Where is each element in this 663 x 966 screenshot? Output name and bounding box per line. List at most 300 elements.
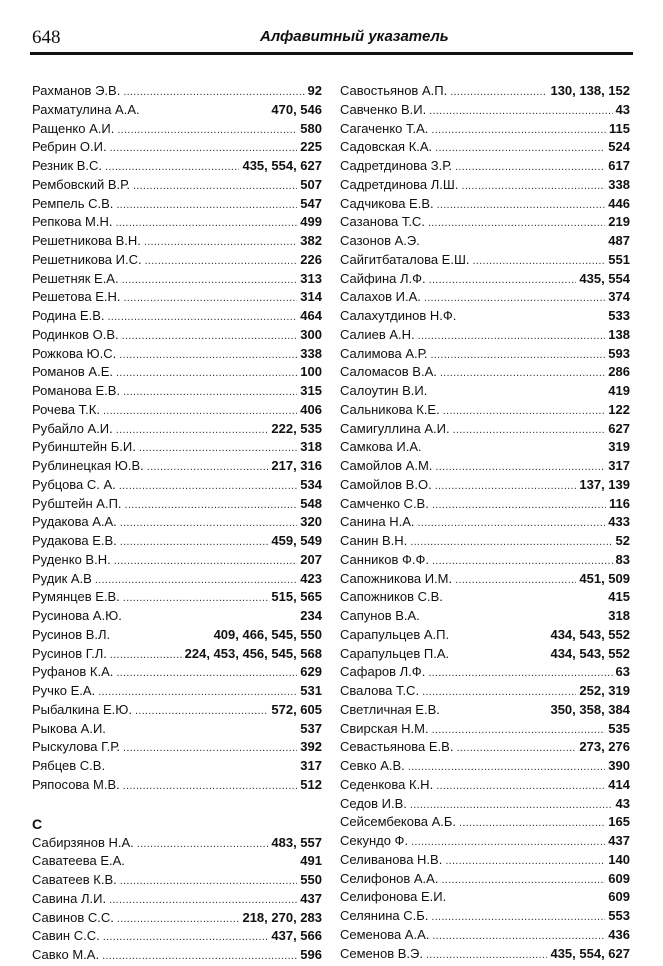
entry-name: Санин В.Н. [340, 533, 408, 548]
index-entry [32, 214, 322, 233]
index-entry [32, 346, 322, 365]
index-entry [32, 947, 322, 966]
entry-pages: 218, 270, 283 [242, 909, 322, 925]
entry-name: Самойлов В.О. [340, 476, 432, 492]
dot-leader [123, 589, 269, 604]
index-entry [340, 383, 630, 402]
index-entry [32, 739, 322, 758]
entry-pages: 300 [300, 326, 322, 342]
dot-leader [459, 814, 605, 829]
entry-pages: 252, 319 [579, 683, 630, 698]
entry-pages: 43 [615, 101, 630, 117]
index-entry [32, 158, 322, 177]
entry-name: Решетова Е.Н. [32, 289, 121, 305]
index-entry [32, 102, 322, 121]
section-letter: С [32, 815, 43, 832]
entry-name: Рожкова Ю.С. [32, 345, 117, 361]
entry-name: Садретдинова З.Р. [340, 158, 453, 173]
dot-leader [432, 496, 606, 511]
index-entry [340, 627, 630, 646]
index-entry [32, 608, 322, 627]
index-entry [340, 458, 630, 477]
entry-name: Седенкова К.Н. [340, 776, 434, 792]
entry-name: Саватеев К.В. [32, 872, 117, 887]
dot-leader [435, 139, 605, 154]
entry-pages: 320 [300, 514, 322, 530]
index-entry [32, 891, 322, 910]
dot-leader [110, 139, 298, 154]
index-entry [32, 721, 322, 740]
index-entry [340, 721, 630, 740]
dot-leader [123, 777, 298, 792]
index-entry [340, 271, 630, 290]
entry-pages: 138 [608, 326, 630, 342]
entry-name: Рублинецкая Ю.В. [32, 458, 144, 473]
index-entry [32, 872, 322, 891]
entry-name: Ряпосова М.В. [32, 776, 120, 792]
dot-leader [119, 477, 298, 492]
entry-name: Секундо Ф. [340, 833, 409, 848]
index-entry [340, 946, 630, 965]
entry-pages: 390 [608, 758, 630, 773]
index-entry [340, 646, 630, 665]
index-entry [340, 327, 630, 346]
entry-name: Седов И.В. [340, 795, 407, 811]
entry-pages: 319 [608, 439, 630, 455]
index-entry [32, 853, 322, 872]
dot-leader [95, 571, 297, 586]
entry-name: Сарапульцев А.П. [340, 626, 450, 642]
index-entry [340, 908, 630, 927]
index-entry [32, 139, 322, 158]
entry-name: Сайгитбаталова Е.Ш. [340, 251, 470, 267]
entry-pages: 434, 543, 552 [550, 626, 630, 642]
entry-pages: 459, 549 [271, 533, 322, 548]
index-entry [340, 346, 630, 365]
dot-leader [133, 177, 297, 192]
index-entry [340, 196, 630, 215]
index-entry [32, 327, 322, 346]
entry-name: Селифонов А.А. [340, 870, 439, 886]
entry-pages: 531 [300, 683, 322, 698]
entry-pages: 207 [300, 551, 322, 567]
entry-name: Решетникова И.С. [32, 251, 142, 267]
index-entry [32, 477, 322, 496]
dot-leader [98, 683, 297, 698]
entry-name: Сабирзянов Н.А. [32, 834, 134, 850]
dot-leader [109, 891, 297, 906]
dot-leader [450, 83, 547, 98]
entry-pages: 100 [300, 364, 322, 380]
entry-pages: 314 [300, 289, 322, 305]
entry-pages: 382 [300, 233, 322, 248]
dot-leader [473, 252, 606, 267]
dot-leader [432, 721, 606, 736]
entry-pages: 433 [608, 514, 630, 530]
dot-leader [123, 739, 297, 754]
entry-pages: 435, 554, 627 [550, 945, 630, 961]
entry-pages: 315 [300, 383, 322, 398]
entry-name: Санина Н.А. [340, 514, 415, 530]
entry-pages: 317 [608, 458, 630, 473]
entry-pages: 580 [300, 120, 322, 136]
entry-name: Семенов В.Э. [340, 945, 423, 961]
index-entry [340, 83, 630, 102]
entry-pages: 533 [608, 308, 630, 323]
index-entry [340, 777, 630, 796]
index-entry [32, 777, 322, 796]
header-rule [30, 52, 633, 55]
entry-pages: 596 [300, 947, 322, 962]
index-entry [340, 139, 630, 158]
index-entry [340, 758, 630, 777]
entry-pages: 537 [300, 720, 322, 736]
index-entry [340, 927, 630, 946]
dot-leader [145, 252, 298, 267]
index-entry [32, 646, 322, 665]
dot-leader [117, 910, 240, 925]
index-entry [340, 158, 630, 177]
entry-pages: 434, 543, 552 [550, 645, 630, 661]
dot-leader [426, 946, 548, 961]
entry-pages: 470, 546 [271, 101, 322, 117]
entry-name: Рудакова А.А. [32, 514, 117, 530]
index-entry [340, 496, 630, 515]
dot-leader [424, 289, 605, 304]
entry-name: Селянина С.Б. [340, 908, 429, 923]
entry-pages: 130, 138, 152 [550, 83, 630, 98]
dot-leader [103, 928, 269, 943]
entry-name: Савина Л.И. [32, 890, 107, 906]
dot-leader [429, 271, 577, 286]
index-entries-r [32, 83, 322, 796]
entry-name: Садовская К.А. [340, 139, 433, 155]
index-entry [340, 364, 630, 383]
entry-name: Селиванова Н.В. [340, 851, 443, 867]
index-entry [32, 835, 322, 854]
entry-pages: 437 [608, 833, 630, 848]
dot-leader [125, 496, 298, 511]
entry-name: Ращенко А.И. [32, 120, 115, 136]
index-entry [32, 496, 322, 515]
dot-leader [445, 852, 605, 867]
entry-name: Румянцев Е.В. [32, 589, 120, 605]
index-entry [340, 833, 630, 852]
entry-name: Решетняк Е.А. [32, 270, 119, 286]
entry-name: Ручко Е.А. [32, 683, 96, 698]
entry-pages: 437 [300, 890, 322, 906]
dot-leader [105, 158, 239, 173]
dot-leader [408, 758, 606, 773]
dot-leader [435, 458, 605, 473]
dot-leader [135, 702, 268, 717]
index-entry [340, 514, 630, 533]
index-entry [32, 458, 322, 477]
index-entry [32, 383, 322, 402]
index-entry [32, 533, 322, 552]
dot-leader [107, 308, 297, 323]
entry-pages: 392 [300, 739, 322, 755]
entry-pages: 234 [300, 608, 322, 623]
entry-pages: 115 [609, 120, 630, 136]
entry-name: Русинов В.Л. [32, 626, 111, 642]
entry-pages: 593 [608, 345, 630, 361]
entry-name: Салимова А.Р. [340, 345, 428, 361]
index-entry [340, 121, 630, 140]
dot-leader [440, 364, 605, 379]
entry-pages: 63 [615, 664, 630, 680]
entry-pages: 406 [300, 401, 322, 417]
entry-name: Сапожникова И.М. [340, 570, 453, 586]
entry-pages: 535 [608, 720, 630, 736]
entry-name: Сапунов В.А. [340, 608, 420, 623]
index-entry [32, 421, 322, 440]
dot-leader [137, 835, 269, 850]
entry-pages: 551 [608, 251, 630, 267]
entry-pages: 446 [608, 195, 630, 211]
entry-name: Ребрин О.И. [32, 139, 107, 155]
entry-pages: 122 [608, 401, 630, 417]
dot-leader [431, 121, 606, 136]
index-entry [340, 889, 630, 908]
index-entry [340, 214, 630, 233]
entry-pages: 491 [300, 853, 322, 869]
index-entry [32, 552, 322, 571]
entry-name: Савченко В.И. [340, 101, 427, 117]
entry-pages: 436 [608, 926, 630, 942]
entry-pages: 609 [608, 870, 630, 886]
entry-pages: 313 [300, 270, 322, 286]
entry-name: Сазанова Т.С. [340, 214, 425, 230]
entry-name: Рыкова А.И. [32, 720, 106, 736]
index-entry [340, 233, 630, 252]
entry-name: Савин С.С. [32, 928, 100, 944]
index-entry [340, 589, 630, 608]
entry-pages: 483, 557 [271, 834, 322, 850]
entry-pages: 487 [608, 233, 630, 248]
entry-name: Рудик А.В [32, 570, 92, 586]
index-entry [32, 402, 322, 421]
index-entry [32, 271, 322, 290]
dot-leader [115, 214, 297, 229]
entry-pages: 318 [300, 439, 322, 455]
entry-name: Родинков О.В. [32, 326, 119, 342]
entry-pages: 338 [300, 345, 322, 361]
index-entry [32, 589, 322, 608]
dot-leader [455, 571, 576, 586]
entry-name: Светличная Е.В. [340, 701, 440, 717]
index-entry [340, 402, 630, 421]
index-entry [340, 533, 630, 552]
entry-name: Рубштейн А.П. [32, 495, 122, 511]
entry-name: Сарапульцев П.А. [340, 645, 450, 661]
entry-name: Рочева Т.К. [32, 401, 100, 417]
entry-name: Рыбалкина Е.Ю. [32, 701, 132, 717]
entry-pages: 437, 566 [271, 928, 322, 944]
entry-name: Рябцев С.В. [32, 758, 106, 773]
index-entry [340, 477, 630, 496]
dot-leader [120, 872, 298, 887]
entry-name: Сальникова К.Е. [340, 401, 440, 417]
dot-leader [139, 439, 297, 454]
entry-name: Романова Е.В. [32, 383, 121, 398]
dot-leader [431, 346, 606, 361]
entry-pages: 515, 565 [271, 589, 322, 605]
index-entry [32, 196, 322, 215]
entry-pages: 137, 139 [579, 476, 630, 492]
entry-pages: 435, 554 [579, 270, 630, 286]
entry-name: Савко М.А. [32, 947, 100, 962]
dot-leader [120, 514, 298, 529]
index-entry [32, 702, 322, 721]
page-header [30, 24, 633, 52]
dot-leader [114, 552, 298, 567]
index-entry [340, 664, 630, 683]
entry-name: Савостьянов А.П. [340, 83, 448, 98]
index-column-right [340, 83, 630, 964]
running-header-title: Алфавитный указатель [260, 28, 449, 45]
index-entry [340, 421, 630, 440]
index-entries-s-continued [340, 83, 630, 964]
entry-name: Сапожников С.В. [340, 589, 443, 605]
dot-leader [418, 327, 606, 342]
entry-name: Руденко В.Н. [32, 551, 111, 567]
index-entry [32, 928, 322, 947]
index-entry [32, 289, 322, 308]
entry-pages: 165 [608, 814, 630, 830]
entry-pages: 374 [608, 289, 630, 305]
dot-leader [116, 421, 269, 436]
entry-name: Салахутдинов Н.Ф. [340, 308, 457, 323]
entry-pages: 499 [300, 214, 322, 230]
dot-leader [144, 233, 297, 248]
entry-pages: 512 [300, 776, 322, 792]
entry-pages: 286 [608, 364, 630, 380]
entry-name: Рубцова С. А. [32, 476, 116, 492]
entry-name: Русинова А.Ю. [32, 608, 122, 623]
entry-name: Салиев А.Н. [340, 326, 415, 342]
entry-name: Садчикова Е.В. [340, 195, 434, 211]
dot-leader [410, 796, 613, 811]
entry-name: Родина Е.В. [32, 308, 105, 323]
entry-pages: 116 [609, 495, 630, 511]
dot-leader [116, 664, 297, 679]
index-entry [32, 627, 322, 646]
entry-name: Рахманов Э.В. [32, 83, 121, 98]
index-entry [32, 252, 322, 271]
index-entry [340, 571, 630, 590]
entry-pages: 338 [608, 176, 630, 192]
index-entry [340, 814, 630, 833]
entry-pages: 317 [300, 758, 322, 773]
index-entry [32, 177, 322, 196]
entry-pages: 464 [300, 308, 322, 323]
dot-leader [103, 402, 297, 417]
entry-name: Резник В.С. [32, 158, 103, 173]
entry-pages: 414 [608, 776, 630, 792]
index-entry [32, 308, 322, 327]
index-entry [340, 739, 630, 758]
entry-pages: 534 [300, 476, 322, 492]
dot-leader [411, 833, 605, 848]
entry-name: Саломасов В.А. [340, 364, 437, 380]
entry-pages: 226 [300, 251, 322, 267]
index-entry [340, 608, 630, 627]
dot-leader [436, 777, 605, 792]
index-entry [32, 571, 322, 590]
dot-leader [422, 683, 576, 698]
index-entries-s [32, 835, 322, 966]
index-entry [32, 758, 322, 777]
index-column-left [32, 83, 322, 966]
entry-pages: 318 [608, 608, 630, 623]
dot-leader [122, 327, 298, 342]
entry-pages: 629 [300, 664, 322, 680]
dot-leader [120, 533, 269, 548]
entry-pages: 222, 535 [271, 420, 322, 436]
entry-pages: 273, 276 [579, 739, 630, 755]
index-entry [32, 364, 322, 383]
dot-leader [437, 196, 606, 211]
index-entry [340, 702, 630, 721]
dot-leader [432, 552, 613, 567]
dot-leader [428, 214, 605, 229]
dot-leader [441, 871, 605, 886]
entry-pages: 52 [615, 533, 630, 548]
entry-pages: 553 [608, 908, 630, 923]
entry-name: Свирская Н.М. [340, 720, 429, 736]
dot-leader [119, 346, 297, 361]
entry-name: Русинов Г.Л. [32, 645, 107, 661]
entry-name: Селифонова Е.И. [340, 889, 447, 905]
index-entry [340, 439, 630, 458]
index-entry [32, 121, 322, 140]
entry-name: Сайфина Л.Ф. [340, 270, 426, 286]
entry-name: Ремпель С.В. [32, 195, 114, 211]
entry-name: Репкова М.Н. [32, 214, 113, 230]
entry-name: Самигуллина А.И. [340, 420, 450, 436]
entry-name: Самкова И.А. [340, 439, 422, 455]
index-entry [340, 796, 630, 815]
entry-name: Сагаченко Т.А. [340, 120, 429, 136]
entry-name: Семенова А.А. [340, 926, 430, 942]
dot-leader [116, 364, 297, 379]
entry-name: Сейсембекова А.Б. [340, 814, 457, 830]
dot-leader [410, 533, 612, 548]
page-number: 648 [32, 27, 61, 48]
entry-name: Рыскулова Г.Р. [32, 739, 121, 755]
index-entry [340, 102, 630, 121]
dot-leader [117, 121, 297, 136]
dot-leader [461, 177, 605, 192]
entry-pages: 435, 554, 627 [242, 158, 322, 173]
entry-pages: 140 [608, 851, 630, 867]
entry-pages: 627 [608, 420, 630, 436]
dot-leader [435, 477, 577, 492]
entry-pages: 409, 466, 545, 550 [213, 626, 322, 642]
entry-pages: 225 [300, 139, 322, 155]
dot-leader [147, 458, 269, 473]
entry-name: Сафаров Л.Ф. [340, 664, 426, 680]
entry-name: Севастьянова Е.В. [340, 739, 454, 755]
index-entry [32, 683, 322, 702]
dot-leader [455, 158, 605, 173]
entry-name: Сазонов А.Э. [340, 233, 420, 248]
index-entry [340, 552, 630, 571]
entry-name: Решетникова В.Н. [32, 233, 141, 248]
dot-leader [443, 402, 606, 417]
entry-pages: 548 [300, 495, 322, 511]
